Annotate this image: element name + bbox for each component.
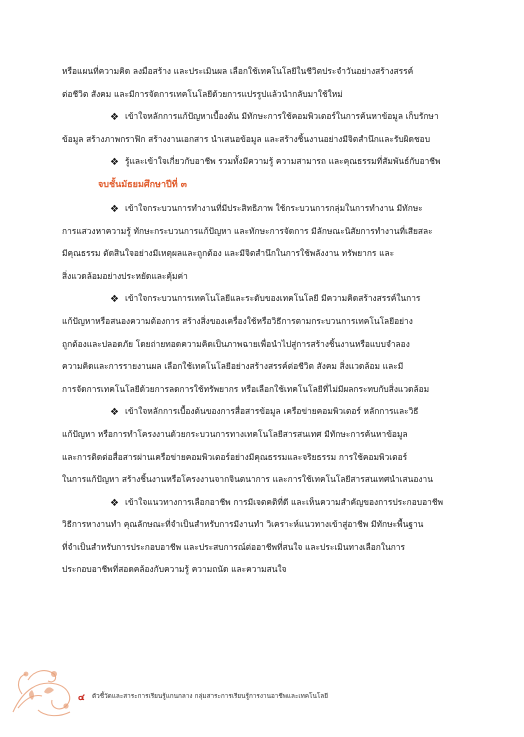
line-text: รู้และเข้าใจเกี่ยวกับอาชีพ รวมทั้งมีความรู้ ความสามารถ และคุณธรรมที่สัมพันธ์กับอาชีพ (124, 156, 441, 167)
diamond-bullet-icon: ❖ (110, 112, 119, 124)
line-text: เข้าใจหลักการเบื้องต้นของการสื่อสารข้อมูล เครือข่ายคอมพิวเตอร์ หลักการและวิธี (124, 406, 419, 417)
floral-ornament-icon (8, 650, 88, 720)
line-text: ที่จำเป็นสำหรับการประกอบอาชีพ และประสบการณ์ต่ออาชีพที่สนใจ และประเมินทางเลือกในการ (62, 541, 405, 552)
paragraph-line (62, 423, 464, 446)
line-text: เข้าใจกระบวนการเทคโนโลยีและระดับของเทคโนโลยี มีความคิดสร้างสรรค์ในการ (124, 293, 421, 304)
paragraph-line (62, 333, 464, 356)
paragraph-line (62, 536, 464, 559)
diamond-bullet-icon: ❖ (110, 294, 119, 306)
paragraph-line (62, 446, 464, 469)
paragraph-line (62, 83, 464, 106)
line-text: หรือแผนที่ความคิด ลงมือสร้าง และประเมินผล เลือกใช้เทคโนโลยีในชีวิตประจำวันอย่างสร้างสรรค์ (62, 66, 414, 76)
bullet-paragraph-line (62, 150, 464, 173)
diamond-bullet-icon: ❖ (110, 157, 119, 169)
line-text: ในการแก้ปัญหา สร้างชิ้นงานหรือโครงงานจากจินตนาการ และการใช้เทคโนโลยีสารสนเทศนำเสนองาน (62, 474, 433, 485)
line-text: เข้าใจกระบวนการทำงานที่มีประสิทธิภาพ ใช้กระบวนการกลุ่มในการทำงาน มีทักษะ (124, 202, 423, 213)
bullet-paragraph-line (62, 105, 464, 128)
line-text: การแสวงหาความรู้ ทักษะกระบวนการแก้ปัญหา และทักษะการจัดการ มีลักษณะนิสัยการทำงานที่เสียสละ (62, 225, 433, 236)
line-text: ต่อชีวิต สังคม และมีการจัดการเทคโนโลยีด้วยการแปรรูปแล้วนำกลับมาใช้ใหม่ (62, 88, 343, 99)
line-text: และการติดต่อสื่อสารผ่านเครือข่ายคอมพิวเตอร์อย่างมีคุณธรรมและจริยธรรม การใช้คอมพิวเตอร์ (62, 451, 408, 462)
bullet-paragraph-line (62, 400, 464, 423)
line-text: แก้ปัญหา หรือการทำโครงงานด้วยกระบวนการทางเทคโนโลยีสารสนเทศ มีทักษะการค้นหาข้อมูล (62, 428, 408, 439)
line-text: มีคุณธรรม ตัดสินใจอย่างมีเหตุผลและถูกต้อง และมีจิตสำนึกในการใช้พลังงาน ทรัพยากร และ (62, 248, 395, 259)
section-heading (62, 173, 464, 197)
diamond-bullet-icon: ❖ (110, 407, 119, 419)
section-heading-text: จบชั้นมัธยมศึกษาปีที่ ๓ (98, 174, 187, 197)
paragraph-line (62, 310, 464, 333)
line-text: เข้าใจแนวทางการเลือกอาชีพ การมีเจตคติที่ดี และเห็นความสำคัญของการประกอบอาชีพ (124, 496, 444, 507)
paragraph-line (62, 355, 464, 378)
line-text: ข้อมูล สร้างภาพกราฟิก สร้างงานเอกสาร นำเสนอข้อมูล และสร้างชิ้นงานอย่างมีจิตสำนึกและรับผิดชอบ (62, 133, 431, 144)
paragraph-line (62, 378, 464, 401)
body-text (62, 60, 464, 581)
page-number: ๔ (78, 693, 85, 703)
bullet-paragraph-line (62, 287, 464, 310)
footer-caption: ตัวชี้วัดและสาระการเรียนรู้แกนกลาง กลุ่มสาระการเรียนรู้การงานอาชีพและเทคโนโลยี (92, 692, 328, 700)
line-text: ประกอบอาชีพที่สอดคล้องกับความรู้ ความถนัด และความสนใจ (62, 564, 287, 575)
paragraph-line (62, 242, 464, 265)
paragraph-line (62, 513, 464, 536)
line-text: สิ่งแวดล้อมอย่างประหยัดและคุ้มค่า (62, 270, 188, 281)
paragraph-line (62, 558, 464, 581)
line-text: เข้าใจหลักการแก้ปัญหาเบื้องต้น มีทักษะการใช้คอมพิวเตอร์ในการค้นหาข้อมูล เก็บรักษา (124, 111, 439, 122)
diamond-bullet-icon: ❖ (110, 203, 119, 215)
paragraph-line (62, 60, 464, 83)
paragraph-line (62, 220, 464, 243)
paragraph-line (62, 128, 464, 151)
paragraph-line (62, 265, 464, 288)
page-footer (0, 650, 524, 720)
line-text: แก้ปัญหาหรือสนองความต้องการ สร้างสิ่งของเครื่องใช้หรือวิธีการตามกระบวนการเทคโนโลยีอย่าง (62, 315, 413, 326)
line-text: การจัดการเทคโนโลยีด้วยการลดการใช้ทรัพยากร หรือเลือกใช้เทคโนโลยีที่ไม่มีผลกระทบกับสิ่งแวดล้อม (62, 383, 430, 394)
paragraph-line (62, 468, 464, 491)
line-text: ความคิดและการรายงานผล เลือกใช้เทคโนโลยีอย่างสร้างสรรค์ต่อชีวิต สังคม สิ่งแวดล้อม และมี (62, 361, 404, 372)
line-text: วิธีการหางานทำ คุณลักษณะที่จำเป็นสำหรับการมีงานทำ วิเคราะห์แนวทางเข้าสู่อาชีพ มีทักษะพื้นฐาน (62, 519, 424, 530)
bullet-paragraph-line (62, 197, 464, 220)
bullet-paragraph-line (62, 491, 464, 514)
line-text: ถูกต้องและปลอดภัย โดยถ่ายทอดความคิดเป็นภาพฉายเพื่อนำไปสู่การสร้างชิ้นงานหรือแบบจำลอง (62, 338, 410, 349)
diamond-bullet-icon: ❖ (110, 497, 119, 509)
